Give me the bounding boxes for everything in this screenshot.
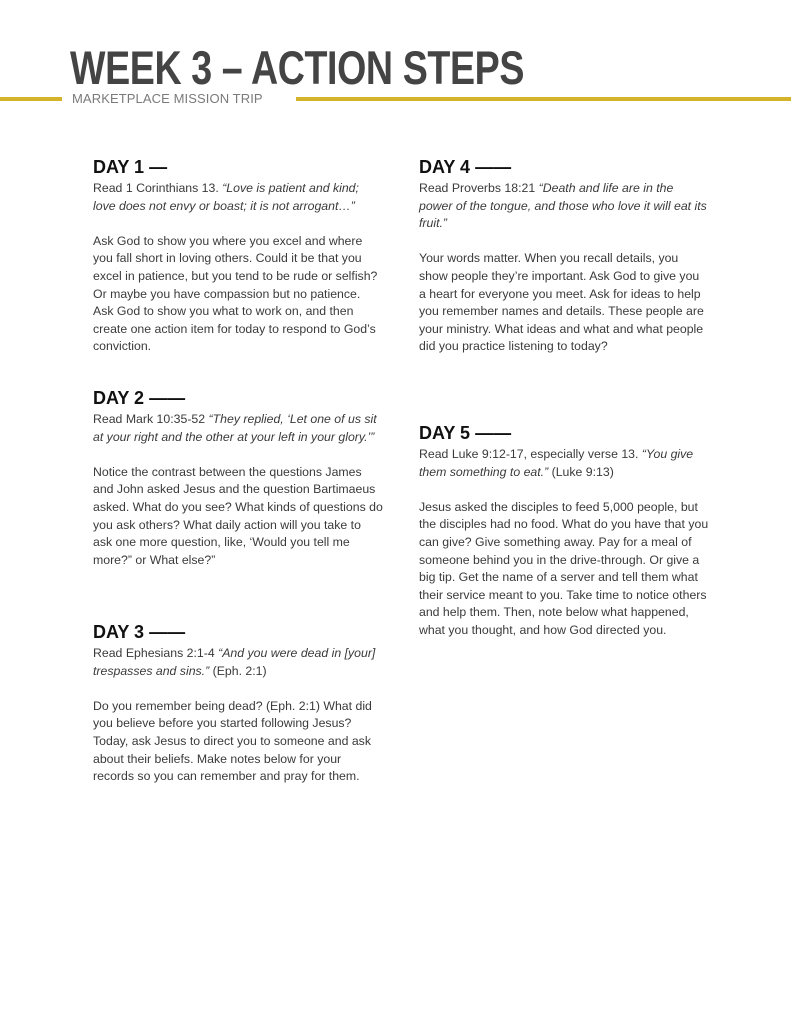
day-1-body: Ask God to show you where you excel and where you fall short in loving others. Could it be that you excel in patience, but you tend to be rude or selfish? Or maybe you have compassion but no patience. Ask God to show you what to work on, and then create one action item for today to respond to God’s conviction. xyxy=(93,233,378,354)
day-1-reading-ref: Read 1 Corinthians 13. xyxy=(93,181,223,195)
day-4-dash: —— xyxy=(475,157,512,177)
day-3-body: Do you remember being dead? (Eph. 2:1) What did you believe before you started following Jesus? Today, ask Jesus to direct you to someone and ask about their beliefs. Make notes below for your records so you can remember and pray for them. xyxy=(93,698,372,784)
day-5-reading-suffix: (Luke 9:13) xyxy=(548,464,614,479)
day-3-section xyxy=(93,621,383,786)
day-5-heading xyxy=(419,422,709,444)
header-rule-left xyxy=(0,97,62,101)
day-5-section xyxy=(419,422,709,640)
day-4-body: Your words matter. When you recall details, you show people they’re important. Ask God to give you a heart for everyone you meet. Ask for ideas to help you remember names and details. These people are your ministry. What ideas and what and what people did you practice listening to today? xyxy=(419,251,704,354)
day-3-reading xyxy=(93,645,383,680)
day-1-section xyxy=(93,156,383,356)
day-4-section xyxy=(419,156,709,356)
day-3-dash: —— xyxy=(149,622,186,642)
day-4-heading xyxy=(419,156,709,178)
day-2-heading xyxy=(93,387,383,409)
day-5-reading xyxy=(419,446,709,481)
day-3-reading-suffix: (Eph. 2:1) xyxy=(209,663,267,678)
header-rule-right xyxy=(296,97,791,101)
day-1-heading xyxy=(93,156,383,178)
day-1-reading xyxy=(93,180,383,215)
day-4-reading-ref: Read Proverbs 18:21 xyxy=(419,181,539,195)
day-3-reading-ref: Read Ephesians 2:1-4 xyxy=(93,646,219,660)
day-2-section xyxy=(93,387,383,569)
day-2-body: Notice the contrast between the questions James and John asked Jesus and the question Bartimaeus asked. What do you see? What kinds of questions do you ask others? What daily action will you take to ask one more question, like, ‘Would you tell me more?” or What else?” xyxy=(93,464,383,567)
day-4-reading xyxy=(419,180,709,233)
day-4-quote: “Death and life are in the power of the tongue, and those who love it will eat its fruit.” xyxy=(419,181,707,231)
day-5-quote: “You give them something to eat.” xyxy=(419,447,694,479)
day-2-label: DAY 2 xyxy=(93,388,145,408)
day-5-body: Jesus asked the disciples to feed 5,000 people, but the disciples had no food. What do you have that you can give? Give something away. Pay for a meal of someone behind you in the drive-through. Or give a big tip. Get the name of a server and tell them what their service meant to you. Take time to notice others and help them. Then, note below what happened, what you thought, and how God directed you. xyxy=(419,499,709,637)
day-2-reading xyxy=(93,411,383,446)
day-3-heading xyxy=(93,621,383,643)
day-5-dash: —— xyxy=(475,423,512,443)
page-subtitle: MARKETPLACE MISSION TRIP xyxy=(72,91,263,106)
day-4-label: DAY 4 xyxy=(419,157,471,177)
day-1-quote: “Love is patient and kind; love does not envy or boast; it is not arrogant…” xyxy=(93,181,359,213)
day-2-reading-ref: Read Mark 10:35-52 xyxy=(93,412,209,426)
day-2-dash: —— xyxy=(149,388,186,408)
day-1-label: DAY 1 xyxy=(93,157,145,177)
day-1-dash: — xyxy=(149,157,168,177)
day-5-reading-ref: Read Luke 9:12-17, especially verse 13. xyxy=(419,447,642,461)
day-2-quote: “They replied, ‘Let one of us sit at your right and the other at your left in your glory.’” xyxy=(93,412,377,444)
day-5-label: DAY 5 xyxy=(419,423,471,443)
day-3-quote: “And you were dead in [your] trespasses and sins.” xyxy=(93,646,376,678)
day-3-label: DAY 3 xyxy=(93,622,145,642)
page-title: WEEK 3 – ACTION STEPS xyxy=(70,41,525,94)
